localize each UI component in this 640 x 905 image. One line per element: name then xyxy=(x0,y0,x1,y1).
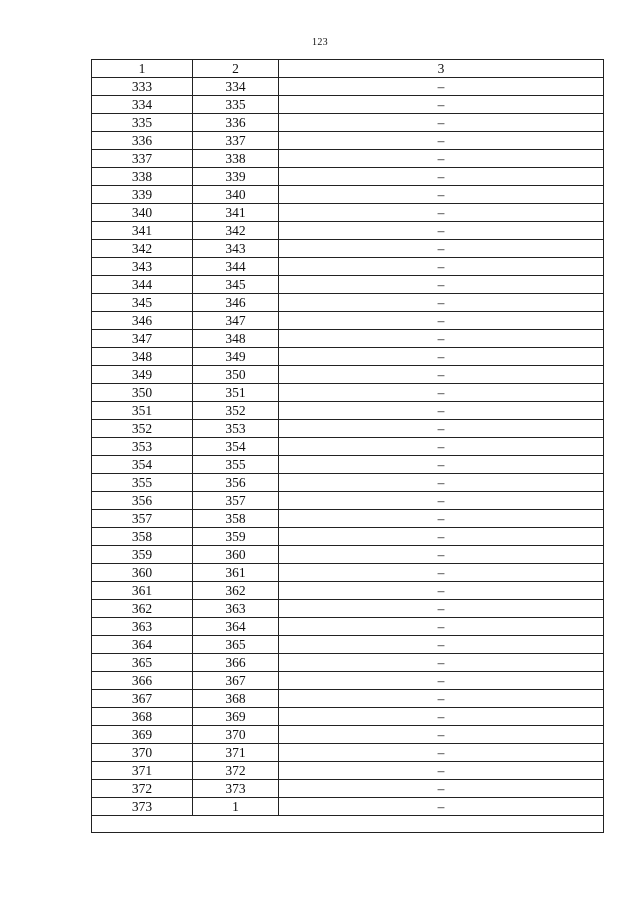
table-row xyxy=(92,582,604,600)
table-row xyxy=(92,708,604,726)
page-number: 123 xyxy=(312,37,328,48)
table-cell-col-2: 367 xyxy=(193,672,279,690)
table-cell-col-2: 342 xyxy=(193,222,279,240)
table-row xyxy=(92,276,604,294)
table-empty-footer-cell xyxy=(92,816,604,833)
column-header-3: 3 xyxy=(279,60,604,78)
table-row xyxy=(92,384,604,402)
table-row xyxy=(92,564,604,582)
table-row xyxy=(92,510,604,528)
table-row xyxy=(92,150,604,168)
table-cell-col-3: – xyxy=(279,96,604,114)
table-cell-col-2: 361 xyxy=(193,564,279,582)
table-cell-col-1: 341 xyxy=(92,222,193,240)
table-cell-col-3: – xyxy=(279,798,604,816)
column-header-1: 1 xyxy=(92,60,193,78)
table-cell-col-1: 362 xyxy=(92,600,193,618)
table-row xyxy=(92,168,604,186)
table-cell-col-1: 343 xyxy=(92,258,193,276)
table-row xyxy=(92,726,604,744)
table-cell-col-1: 358 xyxy=(92,528,193,546)
table-cell-col-1: 359 xyxy=(92,546,193,564)
table-cell-col-2: 343 xyxy=(193,240,279,258)
table-cell-col-1: 361 xyxy=(92,582,193,600)
table-cell-col-1: 371 xyxy=(92,762,193,780)
table-cell-col-2: 373 xyxy=(193,780,279,798)
table-cell-col-3: – xyxy=(279,150,604,168)
table-row xyxy=(92,528,604,546)
table-cell-col-3: – xyxy=(279,672,604,690)
table-body xyxy=(92,78,604,816)
table-row xyxy=(92,762,604,780)
table-row xyxy=(92,222,604,240)
table-row xyxy=(92,78,604,96)
table-cell-col-2: 345 xyxy=(193,276,279,294)
table-cell-col-3: – xyxy=(279,744,604,762)
table-cell-col-1: 337 xyxy=(92,150,193,168)
table-cell-col-3: – xyxy=(279,402,604,420)
table-row xyxy=(92,654,604,672)
table-row xyxy=(92,744,604,762)
table-cell-col-2: 358 xyxy=(193,510,279,528)
table-cell-col-2: 338 xyxy=(193,150,279,168)
table-cell-col-2: 334 xyxy=(193,78,279,96)
table-row xyxy=(92,456,604,474)
table-cell-col-3: – xyxy=(279,618,604,636)
table-cell-col-3: – xyxy=(279,78,604,96)
table-cell-col-3: – xyxy=(279,348,604,366)
table-cell-col-3: – xyxy=(279,204,604,222)
table-cell-col-2: 347 xyxy=(193,312,279,330)
table-cell-col-1: 364 xyxy=(92,636,193,654)
table-cell-col-1: 369 xyxy=(92,726,193,744)
table-cell-col-3: – xyxy=(279,186,604,204)
table-cell-col-3: – xyxy=(279,708,604,726)
table-row xyxy=(92,312,604,330)
table-row xyxy=(92,780,604,798)
table-cell-col-1: 363 xyxy=(92,618,193,636)
table-cell-col-1: 353 xyxy=(92,438,193,456)
table-cell-col-2: 1 xyxy=(193,798,279,816)
table-cell-col-1: 368 xyxy=(92,708,193,726)
table-cell-col-2: 336 xyxy=(193,114,279,132)
table-cell-col-1: 334 xyxy=(92,96,193,114)
table-cell-col-3: – xyxy=(279,492,604,510)
column-header-2: 2 xyxy=(193,60,279,78)
table-cell-col-1: 352 xyxy=(92,420,193,438)
table-cell-col-1: 357 xyxy=(92,510,193,528)
table-cell-col-3: – xyxy=(279,312,604,330)
table-row xyxy=(92,420,604,438)
table-cell-col-1: 355 xyxy=(92,474,193,492)
table-cell-col-3: – xyxy=(279,294,604,312)
table-cell-col-2: 354 xyxy=(193,438,279,456)
table-row xyxy=(92,798,604,816)
table-cell-col-2: 369 xyxy=(193,708,279,726)
table-cell-col-2: 371 xyxy=(193,744,279,762)
table-row xyxy=(92,690,604,708)
table-cell-col-3: – xyxy=(279,420,604,438)
table-cell-col-1: 370 xyxy=(92,744,193,762)
table-cell-col-1: 365 xyxy=(92,654,193,672)
table-cell-col-3: – xyxy=(279,438,604,456)
table-empty-footer-row xyxy=(92,816,604,833)
table-cell-col-3: – xyxy=(279,564,604,582)
table-cell-col-1: 333 xyxy=(92,78,193,96)
table-row xyxy=(92,672,604,690)
table-cell-col-1: 350 xyxy=(92,384,193,402)
table-cell-col-1: 347 xyxy=(92,330,193,348)
table-cell-col-3: – xyxy=(279,528,604,546)
table-cell-col-3: – xyxy=(279,636,604,654)
table-row xyxy=(92,114,604,132)
table-row xyxy=(92,492,604,510)
table-cell-col-3: – xyxy=(279,474,604,492)
table-cell-col-2: 355 xyxy=(193,456,279,474)
table-cell-col-1: 335 xyxy=(92,114,193,132)
table-row xyxy=(92,294,604,312)
table-cell-col-3: – xyxy=(279,258,604,276)
table-cell-col-1: 339 xyxy=(92,186,193,204)
table-cell-col-2: 344 xyxy=(193,258,279,276)
table-row xyxy=(92,330,604,348)
table-cell-col-3: – xyxy=(279,762,604,780)
table-cell-col-1: 344 xyxy=(92,276,193,294)
table-cell-col-3: – xyxy=(279,366,604,384)
table-cell-col-3: – xyxy=(279,114,604,132)
table-cell-col-1: 366 xyxy=(92,672,193,690)
data-table xyxy=(91,59,604,833)
table-cell-col-2: 350 xyxy=(193,366,279,384)
table-cell-col-2: 340 xyxy=(193,186,279,204)
table-cell-col-3: – xyxy=(279,582,604,600)
table-cell-col-2: 337 xyxy=(193,132,279,150)
data-table-container xyxy=(91,59,603,833)
table-cell-col-2: 346 xyxy=(193,294,279,312)
table-cell-col-1: 336 xyxy=(92,132,193,150)
table-row xyxy=(92,204,604,222)
table-cell-col-3: – xyxy=(279,726,604,744)
table-row xyxy=(92,240,604,258)
table-cell-col-2: 364 xyxy=(193,618,279,636)
table-cell-col-3: – xyxy=(279,384,604,402)
table-cell-col-3: – xyxy=(279,690,604,708)
table-cell-col-1: 367 xyxy=(92,690,193,708)
table-cell-col-3: – xyxy=(279,132,604,150)
table-row xyxy=(92,636,604,654)
table-cell-col-3: – xyxy=(279,240,604,258)
table-row xyxy=(92,348,604,366)
table-cell-col-1: 338 xyxy=(92,168,193,186)
table-cell-col-2: 362 xyxy=(193,582,279,600)
table-cell-col-2: 353 xyxy=(193,420,279,438)
table-cell-col-1: 354 xyxy=(92,456,193,474)
table-cell-col-3: – xyxy=(279,168,604,186)
table-cell-col-1: 348 xyxy=(92,348,193,366)
table-cell-col-1: 349 xyxy=(92,366,193,384)
table-cell-col-1: 346 xyxy=(92,312,193,330)
table-cell-col-1: 360 xyxy=(92,564,193,582)
table-cell-col-2: 366 xyxy=(193,654,279,672)
table-cell-col-2: 339 xyxy=(193,168,279,186)
table-row xyxy=(92,132,604,150)
table-cell-col-3: – xyxy=(279,222,604,240)
table-cell-col-2: 341 xyxy=(193,204,279,222)
table-cell-col-3: – xyxy=(279,330,604,348)
table-cell-col-1: 342 xyxy=(92,240,193,258)
table-row xyxy=(92,438,604,456)
table-cell-col-2: 370 xyxy=(193,726,279,744)
table-cell-col-2: 351 xyxy=(193,384,279,402)
table-cell-col-1: 351 xyxy=(92,402,193,420)
table-cell-col-2: 372 xyxy=(193,762,279,780)
table-header-row xyxy=(92,60,604,78)
table-cell-col-2: 357 xyxy=(193,492,279,510)
table-row xyxy=(92,618,604,636)
table-cell-col-2: 365 xyxy=(193,636,279,654)
table-cell-col-1: 373 xyxy=(92,798,193,816)
table-cell-col-2: 349 xyxy=(193,348,279,366)
table-cell-col-3: – xyxy=(279,654,604,672)
table-cell-col-1: 372 xyxy=(92,780,193,798)
table-cell-col-2: 348 xyxy=(193,330,279,348)
table-cell-col-2: 363 xyxy=(193,600,279,618)
table-cell-col-3: – xyxy=(279,780,604,798)
table-cell-col-3: – xyxy=(279,276,604,294)
table-cell-col-2: 356 xyxy=(193,474,279,492)
table-cell-col-2: 335 xyxy=(193,96,279,114)
table-cell-col-2: 360 xyxy=(193,546,279,564)
table-cell-col-3: – xyxy=(279,546,604,564)
table-row xyxy=(92,546,604,564)
table-cell-col-2: 352 xyxy=(193,402,279,420)
table-cell-col-1: 356 xyxy=(92,492,193,510)
table-cell-col-2: 368 xyxy=(193,690,279,708)
table-row xyxy=(92,474,604,492)
table-row xyxy=(92,402,604,420)
table-row xyxy=(92,600,604,618)
table-cell-col-2: 359 xyxy=(193,528,279,546)
table-row xyxy=(92,258,604,276)
table-cell-col-1: 340 xyxy=(92,204,193,222)
table-cell-col-1: 345 xyxy=(92,294,193,312)
table-row xyxy=(92,96,604,114)
table-row xyxy=(92,366,604,384)
table-cell-col-3: – xyxy=(279,600,604,618)
table-cell-col-3: – xyxy=(279,510,604,528)
table-row xyxy=(92,186,604,204)
table-cell-col-3: – xyxy=(279,456,604,474)
